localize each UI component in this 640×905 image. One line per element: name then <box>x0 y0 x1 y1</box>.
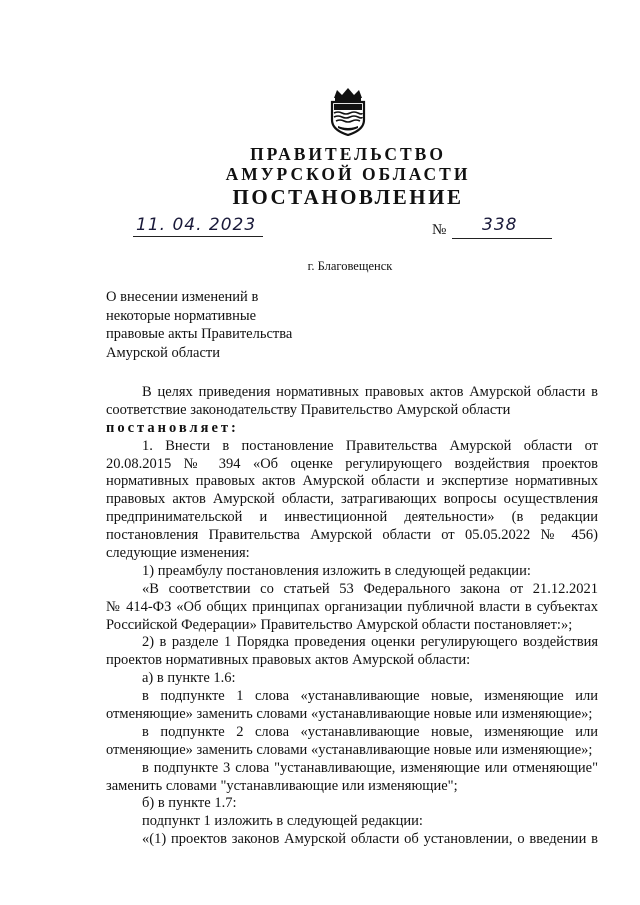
document-date: 11. 04. 2023 <box>136 215 257 235</box>
number-underline <box>452 238 552 239</box>
body-line: а) в пункте 1.6: <box>142 670 236 687</box>
body-line: В целях приведения нормативных правовых актов Амурской области в <box>142 384 598 400</box>
body-line: нормативных правовых актов Амурской области и экспертизе нормативных <box>106 473 598 490</box>
body-line: постановления Правительства Амурской области от 05.05.2022 № 456) <box>106 527 598 544</box>
body-line: 2) в разделе 1 Порядка проведения оценки регулирующего воздействия <box>142 634 598 651</box>
document-city: г. Благовещенск <box>307 259 393 273</box>
body-line-emphasized: постановляет: <box>106 419 239 436</box>
body-line: следующие изменения: <box>106 545 250 562</box>
document-body <box>106 384 598 849</box>
coat-of-arms-emblem <box>328 86 368 136</box>
number-label: № <box>432 222 447 238</box>
body-line: подпункт 1 изложить в следующей редакции: <box>142 813 423 830</box>
body-line: в подпункте 3 слова "устанавливающие, изменяющие или отменяющие" <box>142 759 598 776</box>
date-underline <box>133 236 263 237</box>
subject-line: некоторые нормативные <box>106 307 257 324</box>
body-line: в подпункте 1 слова «устанавливающие новые, изменяющие или <box>142 688 598 705</box>
body-line: правовых актов Амурской области, затрагивающих вопросы осуществления <box>106 491 598 508</box>
body-line: 1) преамбулу постановления изложить в следующей редакции: <box>142 562 531 579</box>
subject-line: О внесении изменений в <box>106 289 259 305</box>
body-line: № 414-ФЗ «Об общих принципах организации публичной власти в субъектах <box>106 598 598 615</box>
body-line: заменить словами "устанавливающие или изменяющие"; <box>106 777 458 794</box>
organization-name-line1: ПРАВИТЕЛЬСТВО <box>250 144 446 164</box>
organization-name-line2: АМУРСКОЙ ОБЛАСТИ <box>225 164 471 184</box>
body-line: б) в пункте 1.7: <box>142 795 237 812</box>
body-line: 1. Внести в постановление Правительства Амурской области от <box>142 437 598 454</box>
subject-line: Амурской области <box>106 344 220 361</box>
body-line: отменяющие» заменить словами «устанавливающие новые или изменяющие»; <box>106 741 593 758</box>
body-line: в подпункте 2 слова «устанавливающие новые, изменяющие или <box>142 723 598 740</box>
body-line: 20.08.2015 № 394 «Об оценке регулирующего воздействия проектов <box>106 455 598 472</box>
body-line: «(1) проектов законов Амурской области об установлении, о введении в <box>142 831 598 848</box>
document-number: 338 <box>482 215 518 235</box>
body-line: Российской Федерации» Правительство Амурской области постановляет:»; <box>106 616 573 633</box>
body-line: предпринимательской и инвестиционной деятельности» (в редакции <box>106 509 598 526</box>
document-subject <box>106 288 316 362</box>
subject-line: правовые акты Правительства <box>106 326 293 342</box>
body-line: проектов нормативных правовых актов Амурской области: <box>106 652 471 669</box>
body-line: соответствие законодательству Правительство Амурской области <box>106 401 511 418</box>
body-line: отменяющие» заменить словами «устанавливающие новые или изменяющие»; <box>106 706 593 723</box>
document-type-title: ПОСТАНОВЛЕНИЕ <box>232 185 464 209</box>
body-line: «В соответствии со статьей 53 Федерального закона от 21.12.2021 <box>142 580 598 597</box>
